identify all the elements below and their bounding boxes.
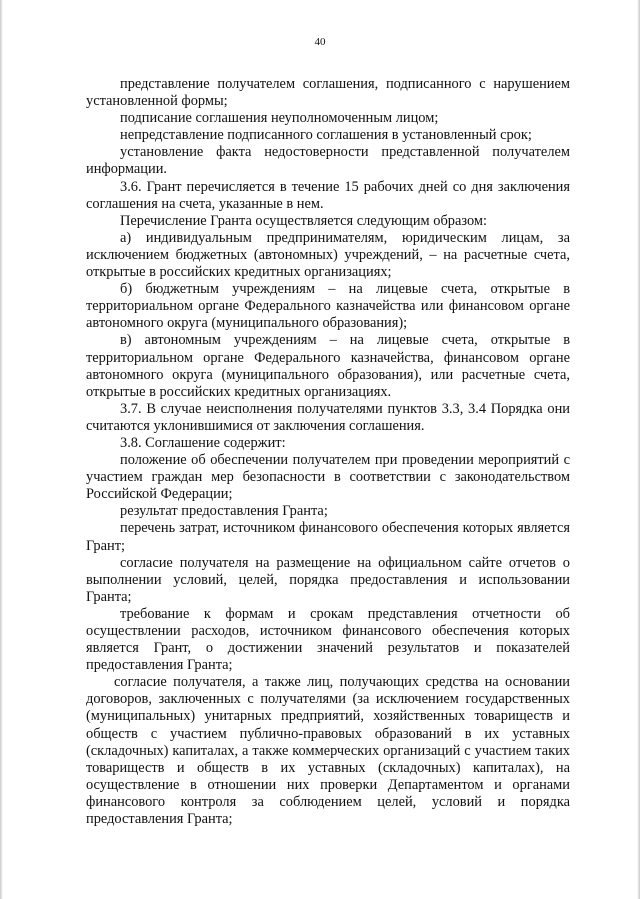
paragraph: 3.7. В случае неисполнения получателями пунктов 3.3, 3.4 Порядка они считаются уклонившимися от заключения соглашения.: [86, 400, 570, 434]
paragraph: 3.6. Грант перечисляется в течение 15 рабочих дней со дня заключения соглашения на счета, указанные в нем.: [86, 178, 570, 212]
paragraph: требование к формам и срокам представления отчетности об осуществлении расходов, источником финансового обеспечения которых является Грант, о достижении значений результатов и показателей предоставления Гранта;: [86, 605, 570, 674]
paragraph: согласие получателя на размещение на официальном сайте отчетов о выполнении условий, целей, порядка предоставления и использовании Гранта;: [86, 554, 570, 605]
page-number: 40: [314, 36, 326, 48]
scan-edge-left: [0, 0, 3, 899]
paragraph: перечень затрат, источником финансового обеспечения которых является Грант;: [86, 520, 570, 554]
paragraph: б) бюджетным учреждениям – на лицевые счета, открытые в территориальном органе Федерального казначейства или финансовом органе автономного округа (муниципального образования);: [86, 281, 570, 332]
document-body: [86, 76, 570, 828]
paragraph: установление факта недостоверности представленной получателем информации.: [86, 144, 570, 178]
paragraph: в) автономным учреждениям – на лицевые счета, открытые в территориальном органе Федерального казначейства, финансовом органе автономного округа (муниципального образования), или расчетные счета, открытые в российских кредитных организациях.: [86, 332, 570, 400]
paragraph: положение об обеспечении получателем при проведении мероприятий с участием граждан мер безопасности в соответствии с законодательством Российской Федерации;: [86, 452, 570, 503]
paragraph: непредставление подписанного соглашения в установленный срок;: [120, 127, 532, 144]
paragraph: а) индивидуальным предпринимателям, юридическим лицам, за исключением бюджетных (автономных) учреждений, – на расчетные счета, открытые в российских кредитных организациях;: [86, 229, 570, 281]
paragraph: 3.8. Соглашение содержит:: [120, 434, 286, 451]
paragraph: представление получателем соглашения, подписанного с нарушением установленной формы;: [86, 76, 570, 110]
paragraph: согласие получателя, а также лиц, получающих средства на основании договоров, заключенных с получателями (за исключением государственных (муниципальных) унитарных предприятий, хозяйственных товариществ и обществ с участием публично-правовых образований в их уставных (складочных) капиталах, а также коммерческих организаций с участием таких товариществ и обществ в их уставных (складочных) капиталах), на осуществление в отношении них проверки Департаментом и органами финансового контроля за соблюдением целей, условий и порядка предоставления Гранта;: [86, 674, 570, 828]
paragraph: подписание соглашения неуполномоченным лицом;: [120, 110, 439, 127]
paragraph: результат предоставления Гранта;: [120, 503, 328, 520]
paragraph: Перечисление Гранта осуществляется следующим образом:: [120, 212, 487, 229]
